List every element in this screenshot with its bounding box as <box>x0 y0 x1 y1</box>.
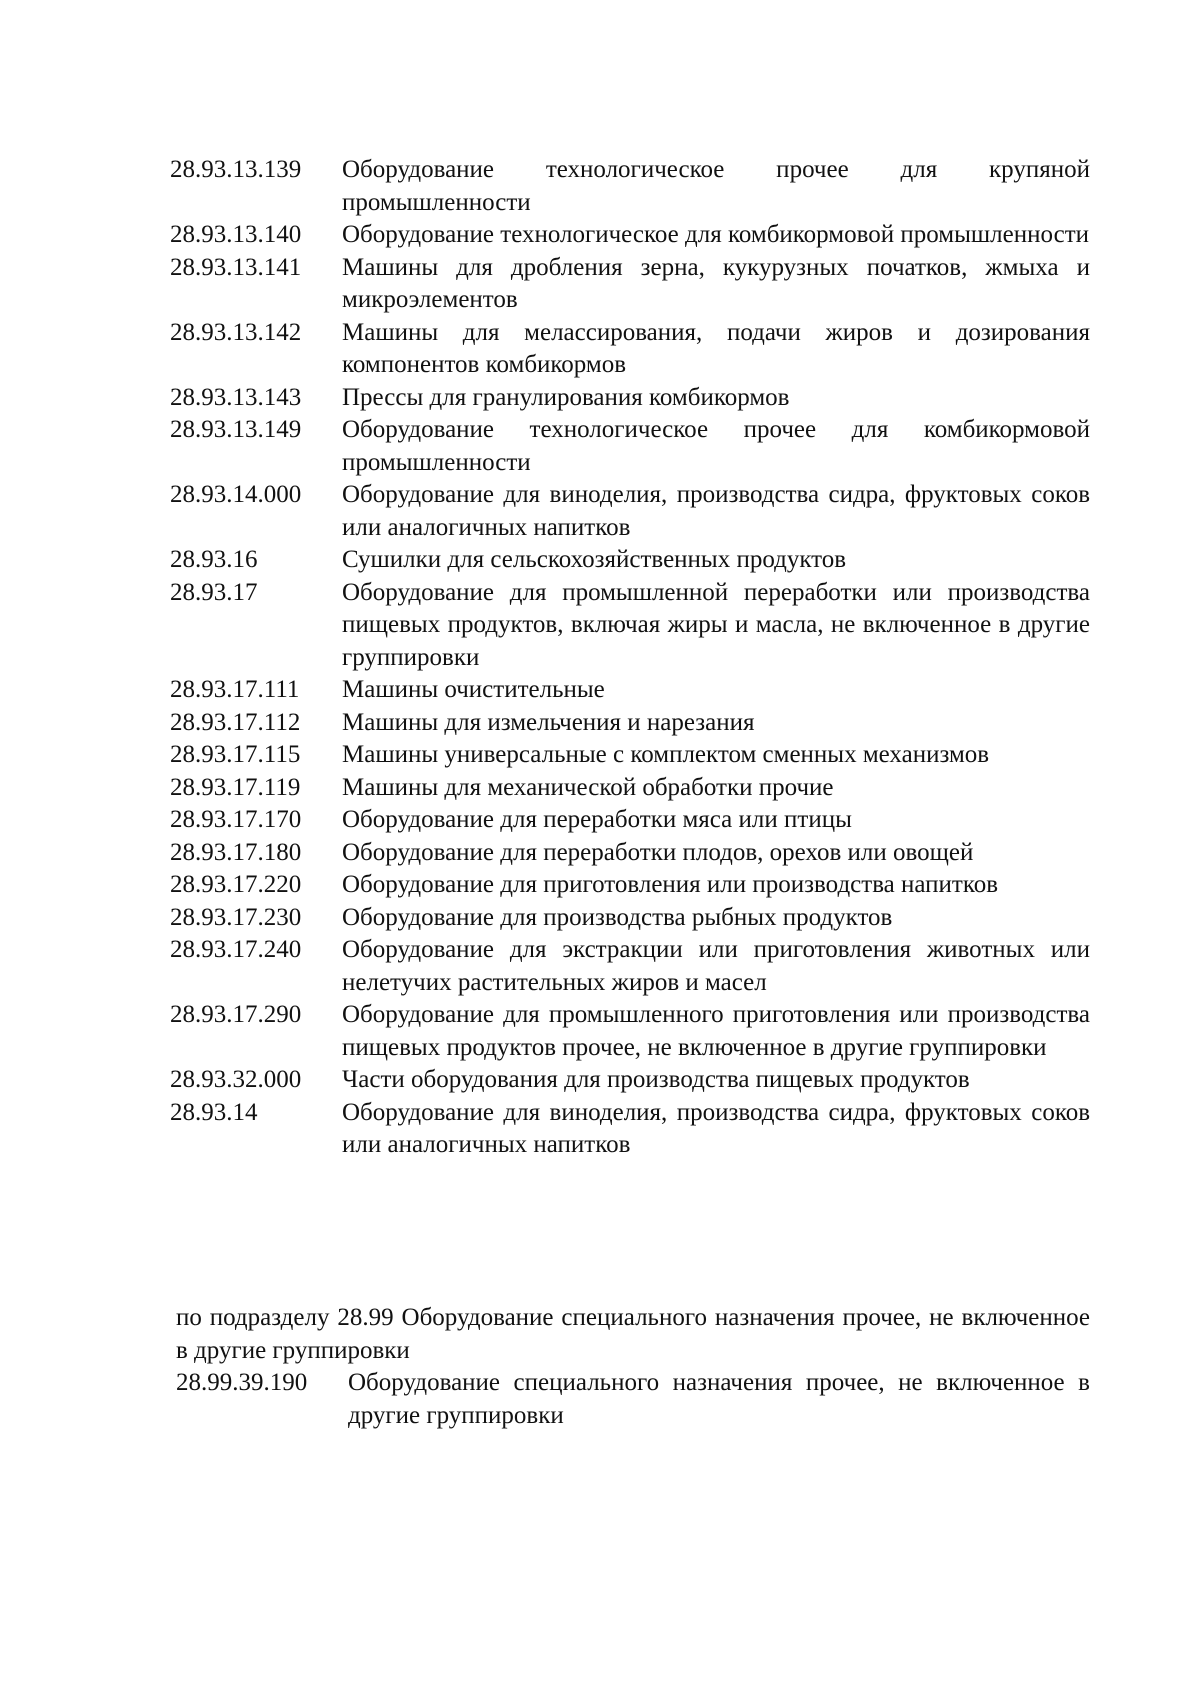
list-item <box>170 999 1090 1064</box>
item-description: Машины для дробления зерна, кукурузных початков, жмыха и микроэлементов <box>342 253 1090 313</box>
list-item <box>170 674 1090 707</box>
list-item <box>170 317 1090 382</box>
list-item <box>170 382 1090 415</box>
item-description: Оборудование для виноделия, производства сидра, фруктовых соков или аналогичных напитков <box>342 481 1090 541</box>
list-item <box>170 707 1090 740</box>
list-item <box>170 479 1090 544</box>
item-code: 28.93.17.115 <box>170 741 301 768</box>
list-item <box>170 837 1090 870</box>
list-item <box>176 1367 1090 1432</box>
item-code: 28.93.17.240 <box>170 936 302 963</box>
item-description: Оборудование для промышленной переработки или производства пищевых продуктов, включая жиры и масла, не включенное в другие группировки <box>342 578 1090 671</box>
list-item <box>170 934 1090 999</box>
item-code: 28.93.13.140 <box>170 221 302 248</box>
item-code: 28.93.17.111 <box>170 676 300 703</box>
item-description: Оборудование для виноделия, производства сидра, фруктовых соков или аналогичных напитков <box>342 1098 1090 1158</box>
item-code: 28.93.17.170 <box>170 806 302 833</box>
item-description: Машины для мелассирования, подачи жиров и дозирования компонентов комбикормов <box>342 318 1090 378</box>
item-code: 28.93.14 <box>170 1098 258 1126</box>
item-code: 28.93.17 <box>170 578 258 606</box>
item-description: Прессы для гранулирования комбикормов <box>342 383 790 411</box>
item-description: Машины очистительные <box>342 676 605 703</box>
item-description: Оборудование технологическое прочее для комбикормовой промышленности <box>342 416 1090 476</box>
item-description: Оборудование специального назначения прочее, не включенное в другие группировки <box>348 1369 1090 1429</box>
item-description: Машины для измельчения и нарезания <box>342 708 755 736</box>
list-item <box>170 739 1090 772</box>
code-list <box>170 154 1090 1162</box>
list-item <box>170 804 1090 837</box>
item-description: Оборудование технологическое прочее для крупяной промышленности <box>342 156 1090 216</box>
item-description: Оборудование для приготовления или производства напитков <box>342 871 999 898</box>
item-description: Оборудование технологическое для комбикормовой промышленности <box>342 221 1089 248</box>
item-description: Сушилки для сельскохозяйственных продуктов <box>342 546 847 573</box>
item-code: 28.93.13.149 <box>170 416 302 443</box>
item-code: 28.93.17.290 <box>170 1001 302 1028</box>
item-code: 28.93.13.141 <box>170 253 302 281</box>
list-item <box>170 252 1090 317</box>
item-description: Оборудование для производства рыбных продуктов <box>342 903 893 931</box>
item-code: 28.93.32.000 <box>170 1066 302 1093</box>
list-item <box>170 902 1090 935</box>
item-description: Части оборудования для производства пищевых продуктов <box>342 1066 970 1093</box>
item-code: 28.93.13.142 <box>170 318 302 346</box>
list-item <box>170 577 1090 675</box>
item-code: 28.99.39.190 <box>176 1369 308 1396</box>
item-code: 28.93.13.139 <box>170 156 302 183</box>
code-list-subsection <box>176 1367 1090 1432</box>
item-description: Машины для механической обработки прочие <box>342 773 834 801</box>
item-description: Оборудование для переработки мяса или птицы <box>342 806 852 833</box>
item-code: 28.93.17.112 <box>170 708 301 736</box>
item-code: 28.93.17.220 <box>170 871 302 898</box>
list-item <box>170 219 1090 252</box>
item-description: Оборудование для переработки плодов, орехов или овощей <box>342 838 974 866</box>
item-code: 28.93.17.119 <box>170 773 301 801</box>
list-item <box>170 154 1090 219</box>
list-item <box>170 772 1090 805</box>
item-description: Оборудование для промышленного приготовления или производства пищевых продуктов прочее, не включенное в другие группировки <box>342 1001 1090 1061</box>
list-item <box>170 1064 1090 1097</box>
item-code: 28.93.17.180 <box>170 838 302 866</box>
list-item <box>170 869 1090 902</box>
item-description: Машины универсальные с комплектом сменных механизмов <box>342 741 990 768</box>
item-code: 28.93.17.230 <box>170 903 302 931</box>
item-code: 28.93.14.000 <box>170 481 302 508</box>
subsection-heading: по подразделу 28.99 Оборудование специального назначения прочее, не включенное в другие группировки <box>176 1304 1090 1364</box>
list-item <box>170 544 1090 577</box>
list-item <box>170 414 1090 479</box>
item-code: 28.93.13.143 <box>170 383 302 411</box>
item-description: Оборудование для экстракции или приготовления животных или нелетучих растительных жиров и масел <box>342 936 1090 996</box>
item-code: 28.93.16 <box>170 546 258 573</box>
list-item <box>170 1097 1090 1162</box>
